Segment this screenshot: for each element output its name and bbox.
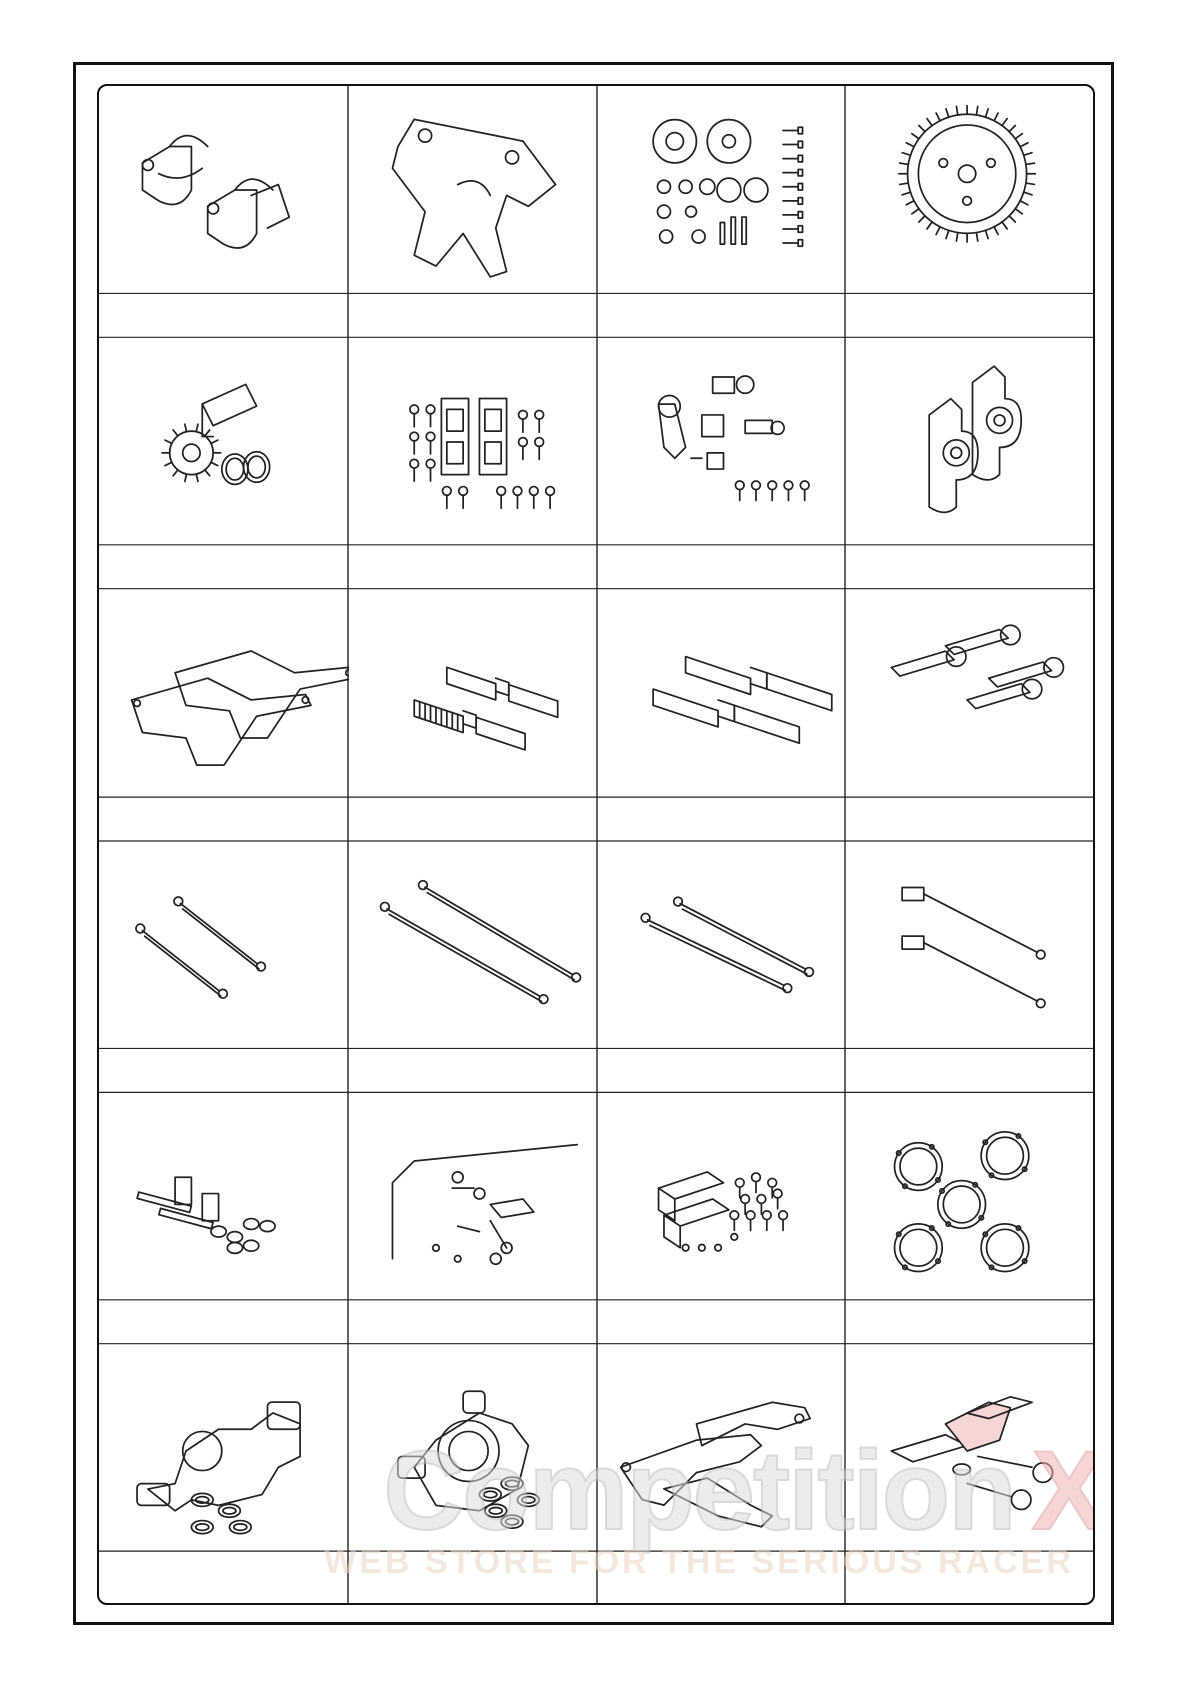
rear-hub-carriers-icon [848,338,1095,546]
drive-shafts-long-icon [349,843,599,1051]
part-label [848,1051,1095,1095]
part-label [848,546,1095,590]
upper-arm-set-icon [848,1347,1107,1555]
part-label [848,1555,1095,1605]
part-label [99,294,349,338]
part-label [349,546,599,590]
front-arms-icon [599,1347,848,1555]
cvd-shafts-icon [848,843,1095,1051]
suspension-arms-icon [99,590,349,799]
steering-blocks-icon [99,86,349,294]
rod-ends-icon [848,590,1095,799]
part-label [349,294,599,338]
part-label [599,1555,848,1605]
part-label [99,546,349,590]
drive-shafts-short-icon [99,843,349,1051]
shock-mounts-screws-icon [599,1095,848,1303]
front-diff-assembly-icon [99,1347,349,1555]
turnbuckles-long-icon [599,590,848,799]
upper-arm-set-icon [848,1347,1107,1555]
rear-diff-assembly-icon [349,1347,599,1555]
shock-mounts-screws-icon [599,1095,848,1303]
spur-gear-icon [848,86,1095,294]
pins-and-bushings-icon [99,1095,349,1303]
svg-text:WEB STORE FOR THE SERIOUS RACE: WEB STORE FOR THE SERIOUS RACER [324,1543,1074,1581]
gaskets-icon [848,1095,1095,1303]
turnbuckles-short-icon [349,590,599,799]
drive-shafts-medium-icon [599,843,848,1051]
drive-shafts-medium-icon [599,843,848,1051]
pins-and-bushings-icon [99,1095,349,1303]
servo-saver-parts-icon [599,338,848,546]
cvd-shafts-icon [848,843,1095,1051]
part-label [599,1303,848,1347]
sway-bar-set-icon [349,1095,599,1303]
part-label [848,294,1095,338]
front-arms-icon [599,1347,848,1555]
mount-blocks-screws-icon [349,338,599,546]
part-label [599,799,848,843]
turnbuckles-short-icon [349,590,599,799]
rear-hub-carriers-icon [848,338,1095,546]
svg-text:X: X [1031,1441,1107,1553]
part-label [99,1051,349,1095]
bracket-plate-icon [349,86,599,294]
turnbuckles-long-icon [599,590,848,799]
part-label [349,1303,599,1347]
front-diff-assembly-icon [99,1347,349,1555]
sway-bar-set-icon [349,1095,599,1303]
diff-gear-set-icon [599,86,848,294]
part-label [99,799,349,843]
rod-ends-icon [848,590,1095,799]
part-label [349,1051,599,1095]
servo-saver-parts-icon [599,338,848,546]
part-label [848,1303,1095,1347]
gaskets-icon [848,1095,1095,1303]
suspension-arms-icon [99,590,349,799]
part-label [848,799,1095,843]
svg-text:Competition: Competition [383,1441,1015,1553]
steering-blocks-icon [99,86,349,294]
drive-shafts-long-icon [349,843,599,1051]
pinion-gear-icon [99,338,349,546]
part-label [349,1555,599,1605]
part-label [349,799,599,843]
pinion-gear-icon [99,338,349,546]
part-label [99,1555,349,1605]
rear-diff-assembly-icon [349,1347,599,1555]
part-label [599,294,848,338]
spur-gear-icon [848,86,1095,294]
part-label [599,546,848,590]
part-label [599,1051,848,1095]
mount-blocks-screws-icon [349,338,599,546]
part-label [99,1303,349,1347]
diff-gear-set-icon [599,86,848,294]
bracket-plate-icon [349,86,599,294]
parts-table [97,84,1107,1605]
drive-shafts-short-icon [99,843,349,1051]
